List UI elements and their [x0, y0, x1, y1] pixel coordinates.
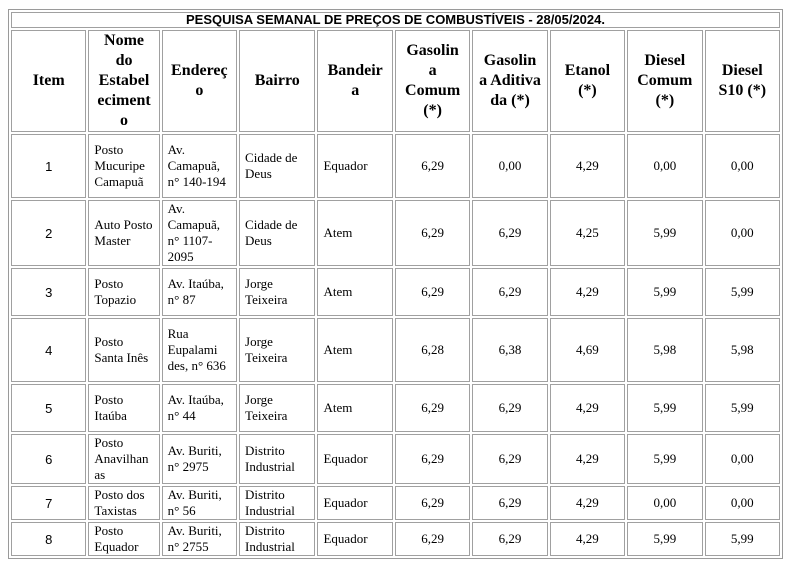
cell-estabelecimento: Auto Posto Master	[88, 200, 159, 266]
cell-bairro: Distrito Industrial	[239, 486, 315, 520]
cell-estabelecimento: Posto Santa Inês	[88, 318, 159, 382]
cell-etanol: 4,29	[550, 486, 625, 520]
table-row	[11, 268, 780, 316]
cell-estabelecimento: Posto Topazio	[88, 268, 159, 316]
cell-item: 2	[11, 200, 86, 266]
cell-diesel-s10: 0,00	[705, 134, 780, 198]
cell-etanol: 4,69	[550, 318, 625, 382]
cell-bandeira: Equador	[317, 434, 392, 484]
table-row	[11, 522, 780, 556]
cell-diesel-comum: 0,00	[627, 486, 702, 520]
cell-item: 7	[11, 486, 86, 520]
header-row	[11, 30, 780, 132]
cell-etanol: 4,29	[550, 134, 625, 198]
header-item: Item	[11, 30, 86, 132]
table-row	[11, 384, 780, 432]
header-etanol: Etanol (*)	[550, 30, 625, 132]
cell-etanol: 4,29	[550, 384, 625, 432]
cell-item: 8	[11, 522, 86, 556]
cell-bandeira: Equador	[317, 486, 392, 520]
cell-estabelecimento: Posto Mucuripe Camapuã	[88, 134, 159, 198]
cell-gasolina-aditivada: 6,29	[472, 268, 547, 316]
cell-estabelecimento: Posto Itaúba	[88, 384, 159, 432]
cell-etanol: 4,29	[550, 268, 625, 316]
cell-diesel-comum: 5,99	[627, 384, 702, 432]
cell-endereco: Av. Itaúba, n° 44	[162, 384, 237, 432]
cell-etanol: 4,29	[550, 522, 625, 556]
header-gasolina-comum: Gasolin a Comum (*)	[395, 30, 470, 132]
cell-estabelecimento: Posto dos Taxistas	[88, 486, 159, 520]
cell-diesel-s10: 0,00	[705, 434, 780, 484]
cell-item: 1	[11, 134, 86, 198]
header-bandeira: Bandeir a	[317, 30, 392, 132]
table-row	[11, 134, 780, 198]
cell-gasolina-comum: 6,29	[395, 268, 470, 316]
table-row	[11, 434, 780, 484]
cell-gasolina-comum: 6,29	[395, 384, 470, 432]
cell-bairro: Cidade de Deus	[239, 134, 315, 198]
cell-gasolina-aditivada: 6,29	[472, 486, 547, 520]
header-endereco: Endereç o	[162, 30, 237, 132]
cell-diesel-comum: 5,99	[627, 434, 702, 484]
cell-bandeira: Atem	[317, 200, 392, 266]
cell-gasolina-aditivada: 6,29	[472, 434, 547, 484]
cell-endereco: Av. Camapuã, n° 1107-2095	[162, 200, 237, 266]
cell-bairro: Jorge Teixeira	[239, 384, 315, 432]
table-row	[11, 200, 780, 266]
header-bairro: Bairro	[239, 30, 315, 132]
cell-bairro: Jorge Teixeira	[239, 318, 315, 382]
cell-diesel-s10: 5,99	[705, 268, 780, 316]
cell-endereco: Av. Buriti, n° 2975	[162, 434, 237, 484]
cell-bandeira: Atem	[317, 268, 392, 316]
cell-gasolina-aditivada: 6,29	[472, 200, 547, 266]
cell-endereco: Av. Itaúba, n° 87	[162, 268, 237, 316]
cell-diesel-s10: 5,99	[705, 522, 780, 556]
cell-endereco: Av. Camapuã, n° 140-194	[162, 134, 237, 198]
cell-diesel-comum: 5,99	[627, 522, 702, 556]
cell-diesel-comum: 5,99	[627, 200, 702, 266]
cell-bairro: Distrito Industrial	[239, 434, 315, 484]
cell-bairro: Jorge Teixeira	[239, 268, 315, 316]
cell-diesel-s10: 0,00	[705, 486, 780, 520]
cell-bandeira: Atem	[317, 384, 392, 432]
header-diesel-comum: Diesel Comum (*)	[627, 30, 702, 132]
cell-diesel-s10: 0,00	[705, 200, 780, 266]
cell-gasolina-comum: 6,29	[395, 134, 470, 198]
cell-gasolina-comum: 6,29	[395, 486, 470, 520]
cell-diesel-comum: 5,99	[627, 268, 702, 316]
cell-bairro: Cidade de Deus	[239, 200, 315, 266]
cell-item: 4	[11, 318, 86, 382]
cell-endereco: Av. Buriti, n° 2755	[162, 522, 237, 556]
cell-item: 3	[11, 268, 86, 316]
table-row	[11, 318, 780, 382]
cell-bairro: Distrito Industrial	[239, 522, 315, 556]
cell-gasolina-aditivada: 6,38	[472, 318, 547, 382]
header-diesel-s10: Diesel S10 (*)	[705, 30, 780, 132]
fuel-price-table	[8, 9, 783, 559]
cell-diesel-comum: 5,98	[627, 318, 702, 382]
header-estabelecimento: Nome do Estabel eciment o	[88, 30, 159, 132]
cell-endereco: Rua Eupalami des, n° 636	[162, 318, 237, 382]
cell-diesel-s10: 5,99	[705, 384, 780, 432]
title-row	[11, 12, 780, 28]
cell-bandeira: Equador	[317, 522, 392, 556]
cell-diesel-s10: 5,98	[705, 318, 780, 382]
cell-endereco: Av. Buriti, n° 56	[162, 486, 237, 520]
cell-etanol: 4,29	[550, 434, 625, 484]
cell-gasolina-aditivada: 6,29	[472, 384, 547, 432]
cell-item: 5	[11, 384, 86, 432]
cell-gasolina-aditivada: 6,29	[472, 522, 547, 556]
cell-estabelecimento: Posto Anavilhan as	[88, 434, 159, 484]
cell-etanol: 4,25	[550, 200, 625, 266]
cell-gasolina-comum: 6,29	[395, 200, 470, 266]
cell-gasolina-comum: 6,29	[395, 522, 470, 556]
price-table-container	[8, 9, 783, 559]
table-title: PESQUISA SEMANAL DE PREÇOS DE COMBUSTÍVEIS - 28/05/2024.	[11, 12, 780, 28]
cell-gasolina-aditivada: 0,00	[472, 134, 547, 198]
cell-bandeira: Equador	[317, 134, 392, 198]
cell-gasolina-comum: 6,28	[395, 318, 470, 382]
cell-diesel-comum: 0,00	[627, 134, 702, 198]
cell-item: 6	[11, 434, 86, 484]
cell-gasolina-comum: 6,29	[395, 434, 470, 484]
header-gasolina-aditivada: Gasolin a Aditiva da (*)	[472, 30, 547, 132]
table-row	[11, 486, 780, 520]
cell-estabelecimento: Posto Equador	[88, 522, 159, 556]
cell-bandeira: Atem	[317, 318, 392, 382]
